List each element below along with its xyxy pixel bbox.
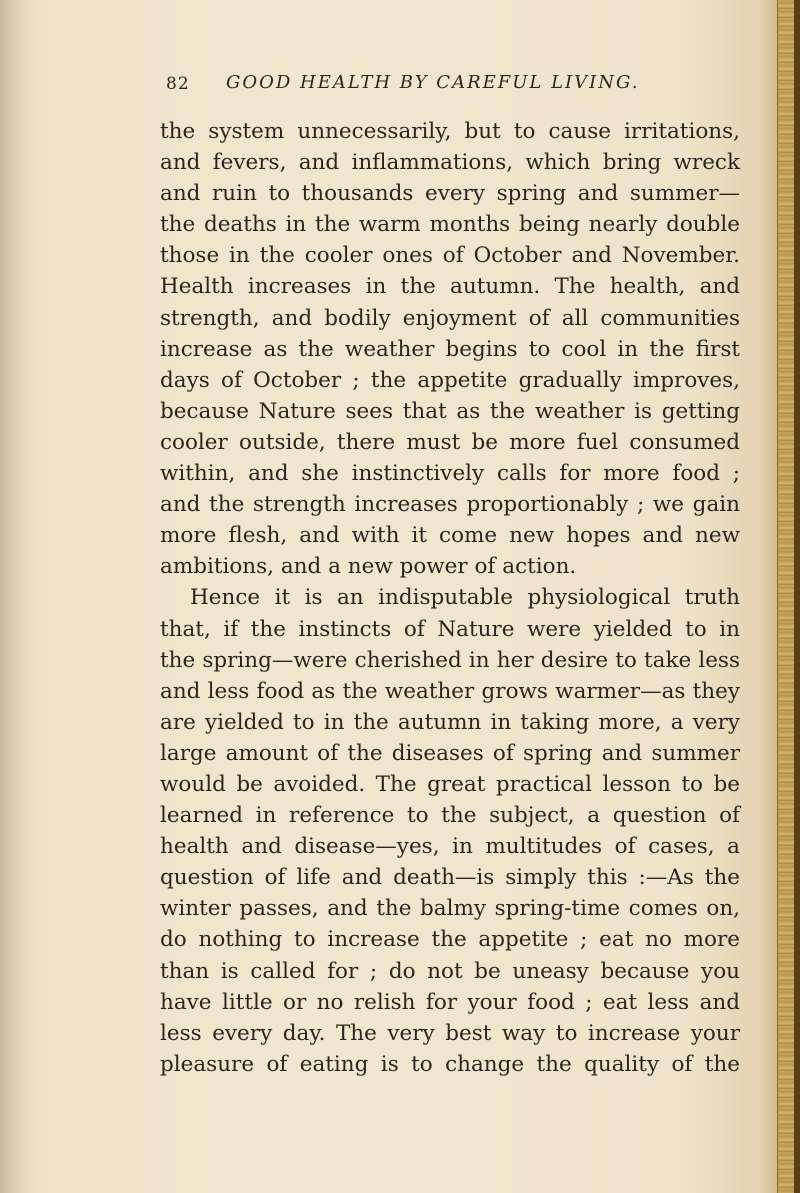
text-line: increase as the weather begins to cool in the first <box>160 336 740 362</box>
text-line: that, if the instincts of Nature were yielded to in <box>160 616 740 642</box>
text-line: pleasure of eating is to change the quality of the <box>160 1051 740 1077</box>
body-text <box>160 116 740 1080</box>
paragraph-end-line: ambitions, and a new power of action. <box>160 554 577 580</box>
text-line: because Nature sees that as the weather is getting <box>160 398 740 424</box>
text-line: strength, and bodily enjoyment of all communities <box>160 305 740 331</box>
text-line: health and disease—yes, in multitudes of cases, a <box>160 834 740 860</box>
text-line: the system unnecessarily, but to cause irritations, <box>160 119 740 144</box>
text-line: and the strength increases proportionably ; we gain <box>160 492 740 518</box>
text-line: and fevers, and inflammations, which bring wreck <box>160 150 740 176</box>
text-line: the deaths in the warm months being nearly double <box>160 212 740 238</box>
running-title: GOOD HEALTH BY CAREFUL LIVING. <box>226 72 640 93</box>
text-line: less every day. The very best way to increase your <box>160 1020 740 1046</box>
text-line: and ruin to thousands every spring and summer— <box>160 181 740 207</box>
text-line: those in the cooler ones of October and November. <box>160 243 740 269</box>
text-line: learned in reference to the subject, a question of <box>160 803 740 829</box>
text-line: winter passes, and the balmy spring-time comes on, <box>160 896 740 922</box>
text-line: large amount of the diseases of spring and summer <box>160 740 740 766</box>
text-line: are yielded to in the autumn in taking more, a very <box>160 709 740 735</box>
running-head <box>160 70 740 100</box>
page-fore-edge-shadow <box>794 0 800 1193</box>
text-line: have little or no relish for your food ; eat less and <box>160 989 740 1015</box>
paragraph-start-line: Hence it is an indisputable physiological truth <box>190 585 740 611</box>
text-line: within, and she instinctively calls for more food ; <box>160 461 740 487</box>
text-line: than is called for ; do not be uneasy because you <box>160 958 740 984</box>
text-line: do nothing to increase the appetite ; eat no more <box>160 927 740 953</box>
text-line: Health increases in the autumn. The health, and <box>160 274 740 300</box>
gutter-shadow <box>0 0 26 1193</box>
text-line: and less food as the weather grows warmer—as they <box>160 678 740 704</box>
text-line: question of life and death—is simply this :—As the <box>160 865 740 891</box>
text-line: more flesh, and with it come new hopes and new <box>160 523 740 549</box>
page-number: 82 <box>166 74 190 94</box>
text-line: the spring—were cherished in her desire to take less <box>160 647 740 673</box>
text-line: would be avoided. The great practical lesson to be <box>160 771 740 797</box>
text-line: days of October ; the appetite gradually improves, <box>160 367 740 393</box>
text-line: cooler outside, there must be more fuel consumed <box>160 429 740 455</box>
